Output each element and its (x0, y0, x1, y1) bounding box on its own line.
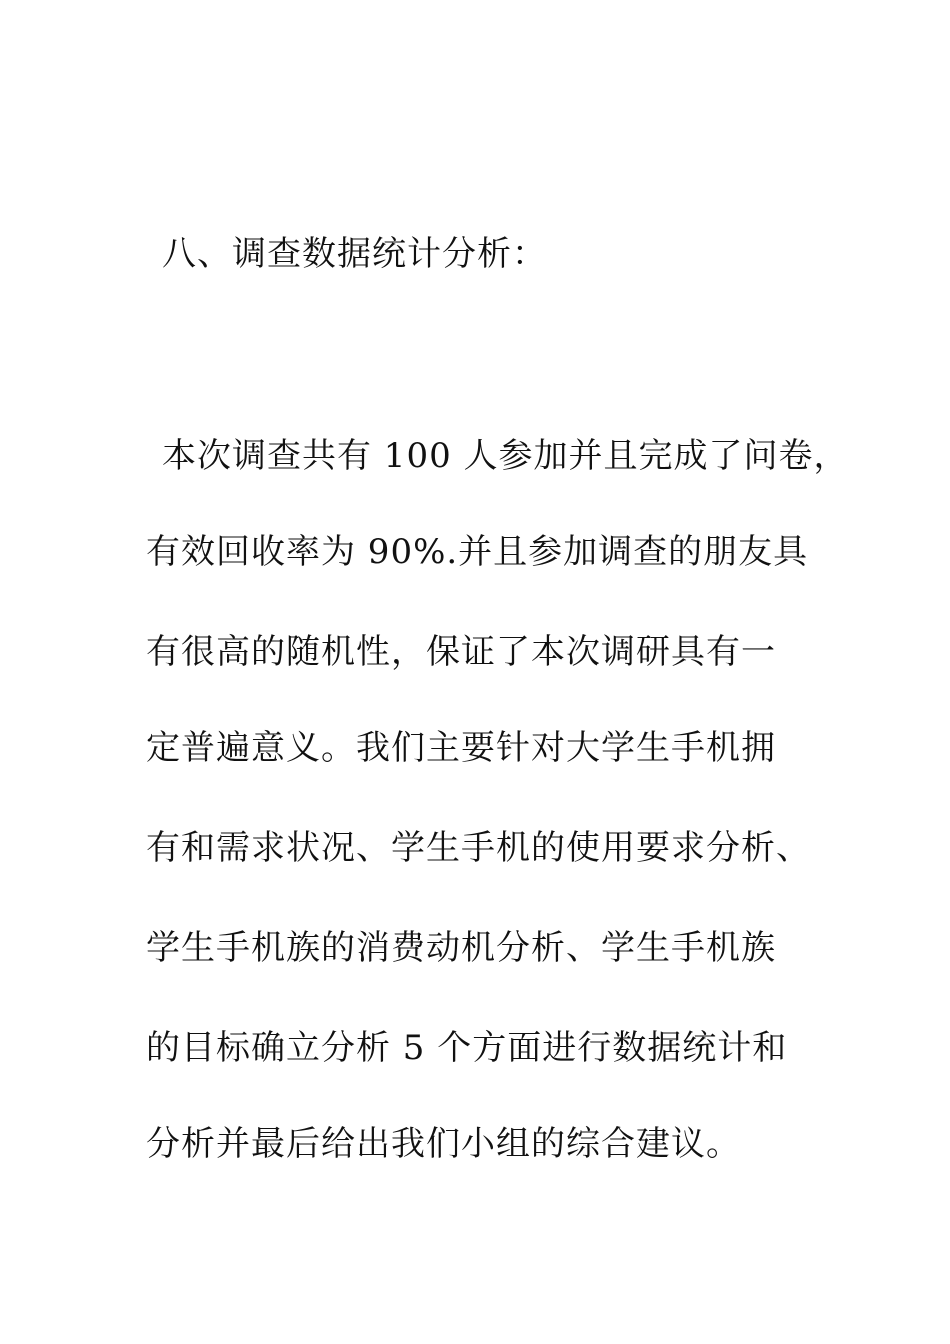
paragraph-line-7: 的目标确立分析 5 个方面进行数据统计和 (146, 1028, 788, 1068)
paragraph-line-8: 分析并最后给出我们小组的综合建议。 (146, 1124, 741, 1164)
paragraph-line-2: 有效回收率为 90%.并且参加调查的朋友具 (146, 532, 809, 572)
paragraph-line-3: 有很高的随机性，保证了本次调研具有一 (146, 632, 776, 672)
section-heading: 八、调查数据统计分析： (162, 234, 547, 274)
paragraph-line-4: 定普遍意义。我们主要针对大学生手机拥 (146, 728, 776, 768)
paragraph-line-1: 本次调查共有 100 人参加并且完成了问卷， (162, 436, 849, 476)
paragraph-line-6: 学生手机族的消费动机分析、学生手机族 (146, 928, 776, 968)
paragraph-line-5: 有和需求状况、学生手机的使用要求分析、 (146, 828, 811, 868)
